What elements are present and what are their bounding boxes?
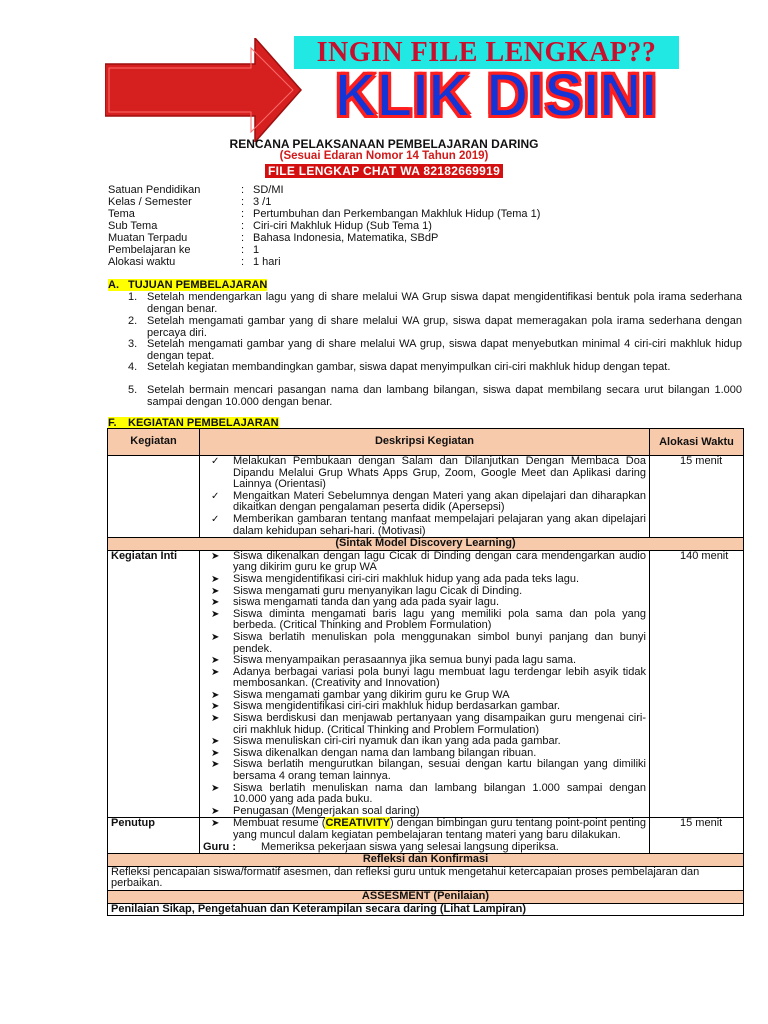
identity-colon: :: [241, 232, 245, 244]
objective-text: Setelah kegiatan membandingkan gambar, siswa dapat menyimpulkan ciri-ciri makhluk hidup dengan tepat.: [147, 361, 671, 373]
arrow-bullet-icon: ➤: [211, 713, 220, 725]
objective-item: [128, 291, 742, 316]
check-icon: ✓: [211, 513, 220, 525]
identity-colon: :: [241, 256, 245, 268]
arrow-bullet-icon: ➤: [211, 782, 220, 794]
list-item-text: Siswa berlatih menuliskan nama dan lambang bilangan 1.000 sampai dengan 10.000 yang ada pada buku.: [233, 781, 646, 806]
list-item-text: Siswa diminta mengamati baris lagu yang memiliki pola sama dan pola yang berbeda. (Critical Thinking and Problem Formulation): [233, 607, 646, 632]
section-f-letter: F.: [108, 417, 128, 429]
list-item: [203, 818, 646, 841]
activity-list: [203, 818, 646, 841]
sintak-band: (Sintak Model Discovery Learning): [108, 538, 744, 551]
list-item: [203, 514, 646, 537]
objective-item: [128, 315, 742, 340]
kegiatan-cell: Kegiatan Inti: [108, 550, 200, 818]
section-a-heading: [108, 279, 267, 291]
identity-value: SD/MI: [253, 184, 284, 196]
list-item: [203, 632, 646, 655]
objective-item: [128, 361, 742, 373]
refleksi-text: Refleksi pencapaian siswa/formatif asesmen, dan refleksi guru untuk mengetahui ketercapaian proses pembelajaran dan perbaikan.: [108, 866, 744, 890]
list-item-text: Siswa menyampaikan perasaannya jika semua bunyi pada lagu sama.: [233, 654, 577, 667]
deskripsi-cell: [200, 818, 650, 854]
header-alokasi: Alokasi Waktu: [650, 429, 744, 456]
identity-row: [108, 256, 281, 269]
guru-note: [203, 842, 646, 854]
list-item-text: Siswa berdiskusi dan menjawab pertanyaan yang disampaikan guru mengenai ciri-ciri makhluk hidup. (Critical Thinking and Problem Formulation): [233, 712, 646, 736]
deskripsi-cell: [200, 550, 650, 818]
alokasi-cell: 15 menit: [650, 818, 744, 854]
identity-value: Ciri-ciri Makhluk Hidup (Sub Tema 1): [253, 220, 432, 232]
identity-value: 1: [253, 244, 260, 256]
list-item-text: Siswa dikenalkan dengan lagu Cicak di Dinding dengan cara mendengarkan audio yang dikirim guru ke grup WA: [233, 549, 646, 574]
section-f-title: KEGIATAN PEMBELAJARAN: [128, 417, 279, 429]
arrow-bullet-icon: ➤: [211, 689, 220, 701]
arrow-bullet-icon: ➤: [211, 597, 220, 609]
list-item-text: siswa mengamati tanda dan yang ada pada syair lagu.: [233, 596, 500, 609]
list-item: [203, 551, 646, 574]
identity-label: Muatan Terpadu: [108, 232, 188, 244]
whatsapp-contact-text: FILE LENGKAP CHAT WA 82182669919: [265, 164, 503, 178]
objective-number: 1.: [128, 291, 138, 303]
list-item: [203, 456, 646, 491]
list-item-text: Mengaitkan Materi Sebelumnya dengan Materi yang akan dipelajari dan diharapkan dikaitkan dengan pengalaman peserta didik (Apersepsi): [233, 489, 646, 514]
objective-item: [128, 384, 742, 409]
banner-arrow[interactable]: [105, 38, 305, 142]
arrow-bullet-icon: ➤: [211, 759, 220, 771]
identity-colon: :: [241, 184, 245, 196]
table-row-sintak: [108, 538, 744, 551]
identity-value: 1 hari: [253, 256, 281, 268]
list-item-text: Siswa mengamati gambar yang dikirim guru ke Grup WA: [233, 688, 510, 701]
arrow-bullet-icon: ➤: [211, 655, 220, 667]
identity-value: 3 /1: [253, 196, 272, 208]
list-item-text: Siswa berlatih mengurutkan bilangan, sesuai dengan kartu bilangan yang dimiliki bersama 4 orang teman lainnya.: [233, 758, 646, 783]
table-row-assessment-title: [108, 890, 744, 903]
objective-text: Setelah bermain mencari pasangan nama dan lambang bilangan, siswa dapat membilang secara urut bilangan 1.000 sampai dengan 10.000 dengan benar.: [147, 384, 742, 409]
identity-label: Sub Tema: [108, 220, 158, 232]
list-item-text: Siswa menuliskan ciri-ciri nyamuk dan ikan yang ada pada gambar.: [233, 735, 561, 748]
list-item-text: Siswa berlatih menuliskan pola menggunakan simbol bunyi panjang dan bunyi pendek.: [233, 630, 646, 655]
identity-value: Bahasa Indonesia, Matematika, SBdP: [253, 232, 439, 244]
table-row-refleksi-title: [108, 854, 744, 867]
guru-text: Memeriksa pekerjaan siswa yang selesai langsung diperiksa.: [261, 840, 559, 853]
identity-row: [108, 232, 438, 245]
document-title: RENCANA PELAKSANAAN PEMBELAJARAN DARING: [229, 137, 539, 151]
arrow-bullet-icon: ➤: [211, 585, 220, 597]
activities-table: [107, 428, 744, 916]
list-item-text: Memberikan gambaran tentang manfaat mempelajari pelajaran yang akan dipelajari dalam kehidupan sehari-hari. (Motivasi): [233, 512, 646, 537]
identity-colon: :: [241, 196, 245, 208]
banner-click-here-link[interactable]: KLIK DISINI: [335, 61, 658, 130]
objective-number: 3.: [128, 338, 138, 350]
alokasi-cell: 15 menit: [650, 456, 744, 538]
guru-label: Guru :: [203, 840, 236, 853]
header-kegiatan: Kegiatan: [108, 429, 200, 456]
identity-label: Alokasi waktu: [108, 256, 176, 268]
table-header-row: [108, 429, 744, 456]
identity-row: [108, 220, 432, 233]
deskripsi-cell: [200, 456, 650, 538]
kegiatan-cell: [108, 456, 200, 538]
list-item: [203, 759, 646, 782]
arrow-bullet-icon: ➤: [211, 747, 220, 759]
list-item-text: Penugasan (Mengerjakan soal daring): [233, 804, 420, 817]
identity-row: [108, 184, 284, 197]
list-item-text: Adanya berbagai variasi pola bunyi lagu membuat lagu terdengar lebih asyik tidak membosankan. (Creativity and Innovation): [233, 665, 646, 690]
table-row-refleksi-text: [108, 866, 744, 890]
identity-colon: :: [241, 208, 245, 220]
table-row-pendahuluan: [108, 456, 744, 538]
identity-row: [108, 196, 271, 209]
list-item-text: Membuat resume (: [233, 817, 326, 830]
alokasi-cell: 140 menit: [650, 550, 744, 818]
list-item-text: Siswa mengamati guru menyanyikan lagu Cicak di Dinding.: [233, 584, 523, 597]
objective-number: 2.: [128, 315, 138, 327]
list-item: [203, 806, 646, 818]
section-a-letter: A.: [108, 279, 128, 291]
objective-number: 5.: [128, 384, 138, 396]
kegiatan-cell: Penutup: [108, 818, 200, 854]
objective-number: 4.: [128, 361, 138, 373]
list-item: [203, 713, 646, 736]
list-item-text: Siswa dikenalkan dengan nama dan lambang bilangan ribuan.: [233, 746, 537, 759]
arrow-bullet-icon: ➤: [211, 736, 220, 748]
banner-promo-title[interactable]: INGIN FILE LENGKAP??: [294, 36, 679, 69]
table-row-inti: [108, 550, 744, 818]
list-item: [203, 609, 646, 632]
objective-item: [128, 338, 742, 363]
identity-value: Pertumbuhan dan Perkembangan Makhluk Hidup (Tema 1): [253, 208, 541, 220]
activity-list: [203, 551, 646, 818]
table-row-penutup: [108, 818, 744, 854]
arrow-bullet-icon: ➤: [211, 818, 220, 830]
assessment-band: ASSESMENT (Penilaian): [108, 890, 744, 903]
objective-text: Setelah mengamati gambar yang di share melalui WA grup, siswa dapat memeragakan pola irama sederhana dengan percaya diri.: [147, 315, 742, 340]
activity-list: [203, 456, 646, 537]
list-item: [203, 667, 646, 690]
arrow-bullet-icon: ➤: [211, 573, 220, 585]
list-item-text: ) dengan bimbingan guru tentang point-point penting yang muncul dalam kegiatan pembelajaran tentang materi yang baru dilakukan.: [233, 817, 647, 841]
arrow-bullet-icon: ➤: [211, 666, 220, 678]
identity-label: Tema: [108, 208, 135, 220]
whatsapp-contact-line: [0, 162, 768, 180]
arrow-bullet-icon: ➤: [211, 805, 220, 817]
list-item: [203, 491, 646, 514]
list-item-text: Siswa mengidentifikasi ciri-ciri makhluk hidup yang ada pada teks lagu.: [233, 572, 580, 585]
creativity-highlight: CREATIVITY: [325, 817, 391, 830]
identity-label: Kelas / Semester: [108, 196, 192, 208]
identity-row: [108, 244, 259, 257]
section-a-title: TUJUAN PEMBELAJARAN: [128, 279, 268, 291]
header-deskripsi: Deskripsi Kegiatan: [200, 429, 650, 456]
table-row-assessment-text: [108, 903, 744, 916]
refleksi-band: Refleksi dan Konfirmasi: [108, 854, 744, 867]
identity-label: Pembelajaran ke: [108, 244, 191, 256]
identity-colon: :: [241, 244, 245, 256]
arrow-bullet-icon: ➤: [211, 550, 220, 562]
list-item: [203, 783, 646, 806]
arrow-bullet-icon: ➤: [211, 631, 220, 643]
identity-row: [108, 208, 540, 221]
arrow-bullet-icon: ➤: [211, 701, 220, 713]
objective-text: Setelah mengamati gambar yang di share melalui WA grup, siswa dapat menyebutkan minimal 4 ciri-ciri makhluk hidup dengan tepat.: [147, 338, 742, 363]
arrow-bullet-icon: ➤: [211, 608, 220, 620]
list-item-text: Siswa mengidentifikasi ciri-ciri makhluk hidup berdasarkan gambar.: [233, 700, 561, 713]
document-subtitle: (Sesuai Edaran Nomor 14 Tahun 2019): [279, 150, 489, 162]
identity-colon: :: [241, 220, 245, 232]
identity-label: Satuan Pendidikan: [108, 184, 201, 196]
check-icon: ✓: [211, 456, 220, 467]
list-item-text: Melakukan Pembukaan dengan Salam dan Dilanjutkan Dengan Membaca Doa Dipandu Melalui Grup Whats Apps Grup, Zoom, Google Meet dan Aplikasi daring Lainnya (Orientasi): [233, 455, 646, 491]
assessment-text: Penilaian Sikap, Pengetahuan dan Keterampilan secara daring (Lihat Lampiran): [108, 903, 744, 916]
check-icon: ✓: [211, 490, 220, 502]
objective-text: Setelah mendengarkan lagu yang di share melalui WA Grup siswa dapat mengidentifikasi bentuk pola irama sederhana dengan benar.: [147, 291, 742, 316]
